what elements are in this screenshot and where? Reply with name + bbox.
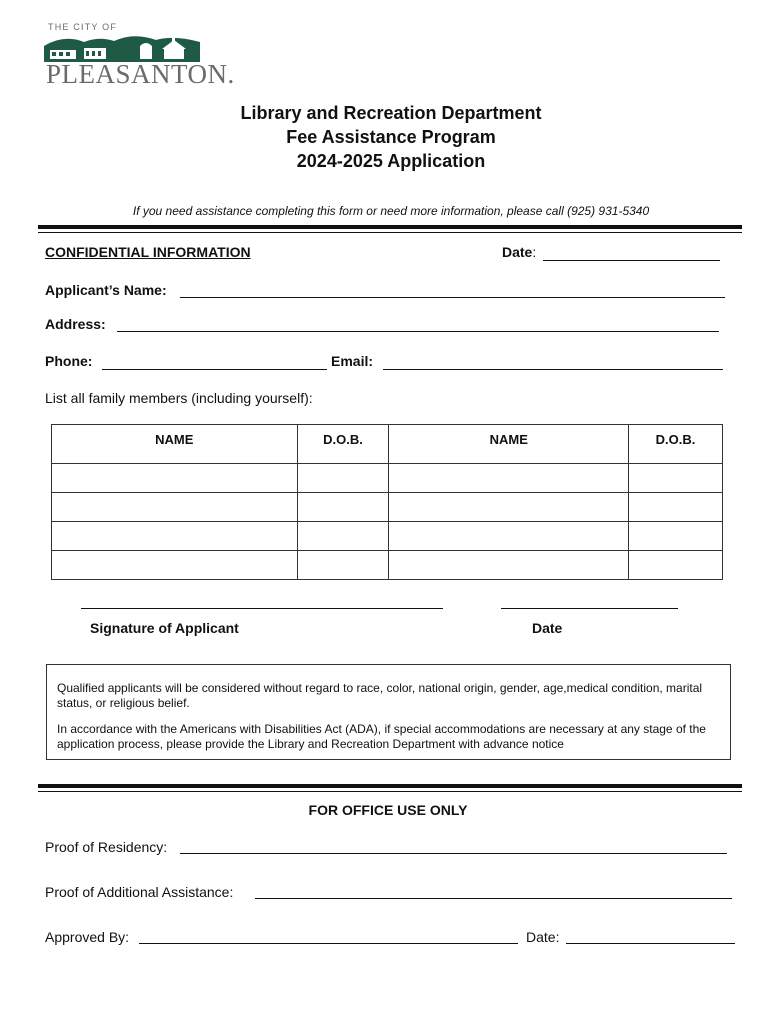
- office-divider-thin: [38, 791, 742, 792]
- signature-field[interactable]: [81, 608, 443, 609]
- section-divider: [38, 225, 742, 229]
- applicant-name-field[interactable]: [180, 297, 725, 298]
- nondiscrimination-notice: [46, 664, 731, 760]
- name-cell[interactable]: [52, 522, 298, 551]
- name-cell[interactable]: [52, 493, 298, 522]
- page-title-line1: Library and Recreation Department: [240, 103, 542, 123]
- family-members-table: [51, 424, 723, 580]
- applicant-name-label: Applicant’s Name:: [45, 282, 167, 298]
- office-use-heading: FOR OFFICE USE ONLY: [308, 802, 468, 818]
- name-cell[interactable]: [389, 464, 629, 493]
- dob-cell[interactable]: [629, 493, 723, 522]
- office-divider: [38, 784, 742, 788]
- table-row: [52, 551, 723, 580]
- section-divider-thin: [38, 232, 742, 233]
- confidential-heading: CONFIDENTIAL INFORMATION: [45, 244, 251, 260]
- dob-cell[interactable]: [297, 493, 389, 522]
- name-cell[interactable]: [52, 551, 298, 580]
- address-field[interactable]: [117, 331, 719, 332]
- table-row: [52, 464, 723, 493]
- table-header-row: [52, 425, 723, 464]
- name-cell[interactable]: [389, 522, 629, 551]
- column-header-name: NAME: [389, 425, 629, 464]
- dob-cell[interactable]: [629, 522, 723, 551]
- name-cell[interactable]: [389, 493, 629, 522]
- column-header-dob: D.O.B.: [297, 425, 389, 464]
- proof-of-additional-assistance-label: Proof of Additional Assistance:: [45, 884, 234, 900]
- notice-paragraph-2: In accordance with the Americans with Disabilities Act (ADA), if special accommodations are necessary at any stage of the application process, please provide the Library and Recreation Department with advance notice: [57, 722, 706, 751]
- logo-wordmark: PLEASANTON.: [46, 59, 235, 89]
- email-field[interactable]: [383, 369, 723, 370]
- signature-date-field[interactable]: [501, 608, 678, 609]
- address-label: Address:: [45, 316, 106, 332]
- column-header-name: NAME: [52, 425, 298, 464]
- city-logo: [44, 22, 235, 90]
- dob-cell[interactable]: [297, 522, 389, 551]
- family-list-label: List all family members (including yourself):: [45, 390, 313, 406]
- date-label: Date:: [502, 244, 537, 260]
- table-row: [52, 493, 723, 522]
- page-title-line2: Fee Assistance Program: [286, 127, 496, 147]
- email-label: Email:: [331, 353, 374, 369]
- logo-top-text: THE CITY OF: [48, 22, 118, 32]
- table-row: [52, 522, 723, 551]
- proof-of-additional-assistance-field[interactable]: [255, 898, 732, 899]
- logo-skyline-graphic: [44, 32, 200, 62]
- name-cell[interactable]: [389, 551, 629, 580]
- approval-date-label: Date:: [526, 929, 560, 945]
- signature-label: Signature of Applicant: [90, 620, 239, 636]
- name-cell[interactable]: [52, 464, 298, 493]
- dob-cell[interactable]: [629, 464, 723, 493]
- proof-of-residency-field[interactable]: [180, 853, 727, 854]
- notice-paragraph-1: Qualified applicants will be considered without regard to race, color, national origin, gender, age,medical condition, marital status, or religious belief.: [57, 681, 703, 710]
- page-title-line3: 2024-2025 Application: [296, 151, 486, 171]
- dob-cell[interactable]: [297, 551, 389, 580]
- approval-date-field[interactable]: [566, 943, 735, 944]
- date-field[interactable]: [543, 260, 720, 261]
- column-header-dob: D.O.B.: [629, 425, 723, 464]
- assistance-note: If you need assistance completing this form or need more information, please call (925) 931-5340: [132, 204, 650, 218]
- dob-cell[interactable]: [297, 464, 389, 493]
- phone-label: Phone:: [45, 353, 93, 369]
- approved-by-field[interactable]: [139, 943, 518, 944]
- phone-field[interactable]: [102, 369, 327, 370]
- dob-cell[interactable]: [629, 551, 723, 580]
- signature-date-label: Date: [532, 620, 563, 636]
- approved-by-label: Approved By:: [45, 929, 130, 945]
- proof-of-residency-label: Proof of Residency:: [45, 839, 168, 855]
